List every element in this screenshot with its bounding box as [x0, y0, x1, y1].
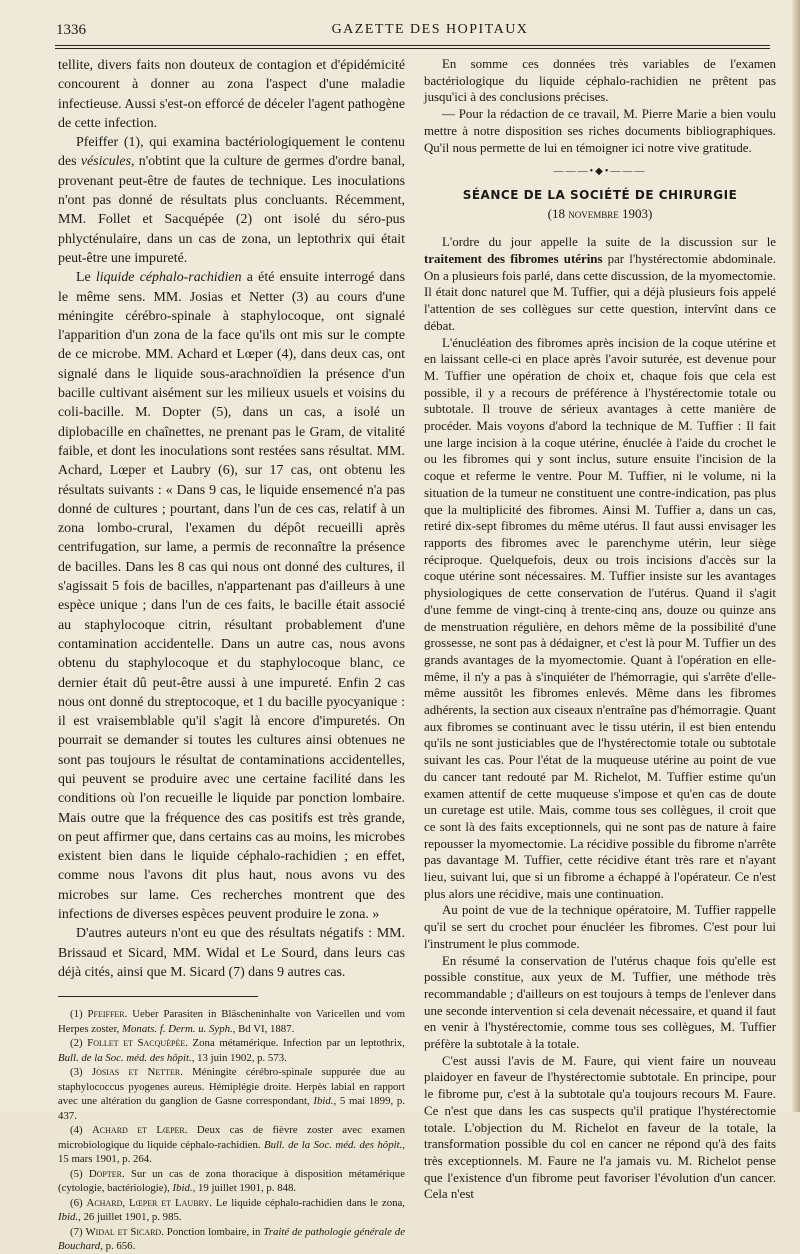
footnote-pre: Ueber Parasiten in Bläscheninhalte von Varicellen und vom Herpes zoster,: [58, 1008, 405, 1035]
footnote-post: , 15 mars 1901, p. 264.: [58, 1138, 405, 1166]
footnote-post: , p. 656.: [100, 1240, 136, 1253]
text-run: par l'hystérectomie abdominale. On a plusieurs fois parlé, dans cette discussion, de la myomectomie. Il était donc naturel que M. Tuffier, qui a déjà plusieurs fois appelé l'attention de ses collègues sur cette question, intervînt dans ce débat.: [424, 252, 776, 333]
paragraph: C'est aussi l'avis de M. Faure, qui vient faire un nouveau plaidoyer en faveur de l'hystérectomie subtotale. En principe, pour le fibrome pur, c'est à la subtotale qu'a toujours recours M. Faure. Ce n'est que dans les cas suspects qu'il pratique l'hystérectomie totale. L'objection du M. Richelot en faveur de la totale, la transformation possible du col en cancer ne répond qu'à des faits très exceptionnels. M. Faure ne l'a jamais vu. M. Richelot pense que l'existence d'un fibrome peut favoriser l'évolution d'un cancer. Cela n'est: [424, 1053, 776, 1202]
footnote-post: , 13 juin 1902, p. 573.: [191, 1051, 287, 1064]
header-rule: [55, 45, 770, 46]
footnote-num: (3): [70, 1066, 92, 1079]
paragraph: D'autres auteurs n'ont eu que des résultats négatifs : MM. Brissaud et Sicard, MM. Widal et Le Sourd, dans leurs cas déjà cités, ainsi que M. Sicard (7) dans 9 autres cas.: [58, 926, 405, 980]
italic-term: liquide céphalo-rachidien: [95, 270, 242, 286]
paragraph: [58, 133, 405, 268]
footnote-ital: Ibid.: [313, 1095, 334, 1108]
page-number: 1336: [56, 22, 86, 38]
text-run: Pfeiffer (1), qui examina bactériologiquement le contenu des: [58, 135, 405, 170]
footnote-pre: Zona métamérique. Infection par un leptothrix,: [187, 1037, 406, 1050]
footnote: [58, 1007, 405, 1036]
footnote-ital: Ibid.: [172, 1182, 193, 1195]
text-run: a été ensuite interrogé dans le même sens. MM. Josias et Netter (3) au cours d'une méningite cérébro-spinale à staphylocoque, ont signalé l'apparition d'un zona de la face qu'ils ont mis sur le compte de ce microbe. MM. Achard et Lœper (4), dans deux cas, ont signalé dans le liquide sous-arachnoïdien la présence d'un bacille cultivant aisément sur les milieux usuels et voisins du coli-bacille. M. Dopter (5), dans un cas, a isolé un diplobacille en chaînettes, ne prenant pas le Gram, de vitalité faible, et dont les inoculations sont restées sans résultat. MM. Achard, Lœper et Laubry (6), sur 17 cas, ont obtenu les résultats suivants : « Dans 9 cas, le liquide ensemencé n'a pas donné de cultures ; pourtant, dans l'un de ces cas, relatif à un zona lombo-crural, l'examen du dépôt recueilli après centrifugation, sur lame, a permis de reconnaître la présence de bacilles. Dans les 8 cas qui nous ont donné des cultures, il s'agissait 5 fois de bacilles, n'appartenant pas d'ailleurs à une espèce unique ; dans l'un de ces faits, le bacille était associé au staphylocoque citrin, résultant probablement d'une contamination accidentelle. Dans un autre cas, nous avons obtenu du staphylocoque et du staphylocoque blanc, ce dernier était dû peut-être aussi à une impureté. Enfin 2 cas nous ont donné du streptocoque, et 1 du bacille pyocyanique : il est vraisemblable qu'il s'agit là encore d'impuretés. On pourrait se demander si toutes les cultures ainsi obtenues ne sont pas toujours le résultat de contaminations accidentelles, qui peuvent se produire avec une certaine facilité dans les conditions où l'on recueille le liquide par ponction lombaire. Mais outre que la fréquence des cas positifs est très grande, on peut affirmer que, dans certains cas au moins, les microbes existent bien dans le liquide céphalo-rachidien ; en effet, comme nous l'avons dit plus haut, nous avons vu des microbes sur lame. Ces recherches montrent que des infections de diverses espèces peuvent produire le zona. »: [58, 270, 406, 923]
text-run: Le: [76, 270, 96, 286]
footnote-author: Achard, Lœper et Laubry.: [86, 1196, 212, 1209]
italic-term: vésicules: [80, 154, 131, 170]
footnote: [58, 1036, 405, 1065]
footnote-ital: Bull. de la Soc. méd. des hôpit.: [58, 1051, 192, 1064]
footnote-ital: Ibid.: [58, 1211, 79, 1224]
paragraph: [424, 234, 776, 334]
paragraph: Au point de vue de la technique opératoire, M. Tuffier rappelle qu'il se sert du crochet pour énucléer les fibromes. C'est pour lui l'instrument le plus commode.: [424, 903, 776, 951]
footnote-num: (4): [70, 1124, 92, 1137]
paragraph: tellite, divers faits non douteux de contagion et d'épidémicité concourent à donner au zona l'aspect d'une maladie infectieuse. Aussi s'est-on efforcé de déceler l'agent pathogène de cette infection.: [58, 58, 405, 131]
text-run: , n'obtint que la culture de germes d'ordre banal, provenant peut-être de fautes de technique. Les inoculations n'ont pas donné de résultats plus concluants. Récemment, MM. Follet et Sacquépée (2) ont isolé du séro-pus phlycténulaire, dans un cas de zona, un leptothrix qui était peut-être une impureté.: [58, 154, 405, 266]
footnote-author: Pfeiffer.: [87, 1008, 128, 1021]
page-edge-shadow: [792, 0, 800, 1112]
right-column: [424, 56, 776, 1203]
footnote: [58, 1225, 405, 1254]
footnote-pre: Sur un cas de zona thoracique à disposition métamérique (cytologie, bactériologie),: [58, 1167, 405, 1195]
paragraph: L'énucléation des fibromes après incision de la coque utérine et en laissant celle-ci en place après l'avoir suturée, est devenue pour M. Tuffier une opération de choix et, chaque fois que cela est possible, il y a recours de préférence à l'hystérectomie totale ou subtotale. Il trouve de sérieux avantages à cette manière de procéder. Mais voyons d'abord la technique de M. Tuffier : Il fait une large incision à la coque utérine, énuclée à l'aide du crochet le ou les fibromes qui y sont inclus, suture ensuite l'incision de la coque et referme le ventre. Pour M. Tuffier, ni le volume, ni la situation de la tumeur ne constituent une contre-indication, pas plus que la multiplicité des fibromes. Ainsi M. Tuffier a, dans un cas, retiré dix-sept fibromes du même utérus. Il faut aussi envisager les rapports des fibromes avec le parenchyme utérin, leur siège réciproque. Quelquefois, deux ou trois incisions d'accès sur la coque utérine sont nécessaires. M. Tuffier insiste sur les avantages physiologiques de cette conservation de l'utérus. Quand il s'agit d'une femme de vingt-cinq à trente-cinq ans, douze ou quinze ans de menstruation régulière, en dehors même de la possibilité d'une grossesse, ne sont pas à dédaigner, et c'est là pour M. Tuffier un des grands avantages de la myomectomie. Quant à l'opération en elle-même, il n'y a pas à s'inquiéter de l'hémorragie, qui s'arrête d'elle-même aussitôt les fibromes enlevés. Même dans les fibromes adhérents, la section aux ciseaux n'entraîne pas d'hémorragie. Quant aux fibromes se continuant avec le tissu utérin, il est bien entendu qu'ils ne sont justiciables que de l'hystérectomie totale ou subtotale suivant les cas. Pour l'état de la muqueuse utérine au point de vue du cancer tant redouté par M. Richelot, M. Tuffier estime qu'un examen attentif de cette muqueuse s'impose et qu'en cas de doute un curetage est utile. Mais, comme tous ses collègues, il croit que ce sont là des faits exceptionnels, qui ne sont pas de nature à faire repousser la myomectomie. La récidive possible du fibrome n'arrête pas davantage M. Tuffier, cette récidive étant très rare et n'ayant lieu, suivant lui, que si un fibrome a échappé à l'opérateur. Ce n'est plus alors une récidive, mais une continuation.: [424, 335, 776, 901]
footnote-pre: Méningite cérébro-spinale suppurée due au staphylococcus pyogenes aureus. Hémiplégie droite. Herpès labial en rapport avec une altération du ganglion de Gasne correspondant,: [58, 1066, 405, 1108]
footnote: [58, 1196, 405, 1225]
section-date: (18 novembre 1903): [547, 205, 653, 221]
footnote-author: Widal et Sicard.: [85, 1225, 164, 1238]
footnote-post: , 5 mai 1899, p. 437.: [58, 1095, 405, 1122]
section-title: SÉANCE DE LA SOCIÉTÉ DE CHIRURGIE: [462, 187, 738, 202]
footnote: [58, 1123, 405, 1167]
footnote-ital: Bull. de la Soc. méd. des hôpit.: [264, 1138, 403, 1151]
footnote-num: (1): [70, 1008, 88, 1021]
footnote-pre: Deux cas de fièvre zoster avec examen microbiologique du liquide céphalo-rachidien.: [58, 1124, 405, 1151]
footnote: [58, 1167, 405, 1196]
footnote-post: , 19 juillet 1901, p. 848.: [192, 1182, 297, 1195]
footnote-ital: Monats. f. Derm. u. Syph.: [122, 1022, 233, 1035]
footnote-pre: Ponction lombaire, in: [163, 1225, 264, 1238]
footnote-num: (2): [70, 1037, 88, 1050]
footnote-rule: [58, 996, 258, 997]
footnotes: [58, 1007, 405, 1254]
paragraph: En résumé la conservation de l'utérus chaque fois qu'elle est possible constitue, aux yeux de M. Tuffier, une méthode très recommandable ; d'ailleurs on est toujours à temps de l'enlever dans une seconde intervention si cela devenait nécessaire, et quand il faut en venir à l'hystérectomie, comme tous ses collègues, M. Tuffier préfère la subtotale à la totale.: [424, 953, 776, 1052]
separator-ornament: ———•◆•———: [553, 166, 647, 178]
footnote-post: , Bd VI, 1887.: [232, 1022, 295, 1035]
footnote-ital: Traité de pathologie générale de Bouchard: [58, 1225, 405, 1253]
footnote-author: Dopter.: [88, 1167, 125, 1180]
text-run: L'ordre du jour appelle la suite de la discussion sur le: [442, 235, 776, 250]
footnote-author: Josias et Netter.: [91, 1066, 183, 1079]
footnote: [58, 1065, 405, 1123]
footnote-num: (7): [70, 1225, 86, 1238]
paragraph: En somme ces données très variables de l'examen bactériologique du liquide céphalo-rachidien ne prêtent pas jusqu'ici à des conclusions précises.: [424, 57, 776, 105]
footnote-num: (5): [70, 1167, 89, 1180]
running-head: GAZETTE DES HOPITAUX: [331, 22, 529, 37]
footnote-post: , 26 juillet 1901, p. 985.: [78, 1211, 182, 1224]
header-rule-double: [55, 48, 770, 49]
footnote-num: (6): [70, 1196, 87, 1209]
footnote-author: Follet et Sacquépée.: [87, 1037, 188, 1050]
footnote-pre: Le liquide céphalo-rachidien dans le zona,: [211, 1196, 405, 1209]
paragraph: [58, 268, 405, 924]
left-column: [58, 56, 405, 1254]
paragraph: — Pour la rédaction de ce travail, M. Pierre Marie a bien voulu mettre à notre disposition ses riches documents bibliographiques. Qu'il nous permette de lui en témoigner ici notre vive gratitude.: [424, 107, 776, 155]
footnote-author: Achard et Lœper.: [92, 1124, 188, 1137]
bold-term: traitement des fibromes utérins: [424, 252, 603, 267]
